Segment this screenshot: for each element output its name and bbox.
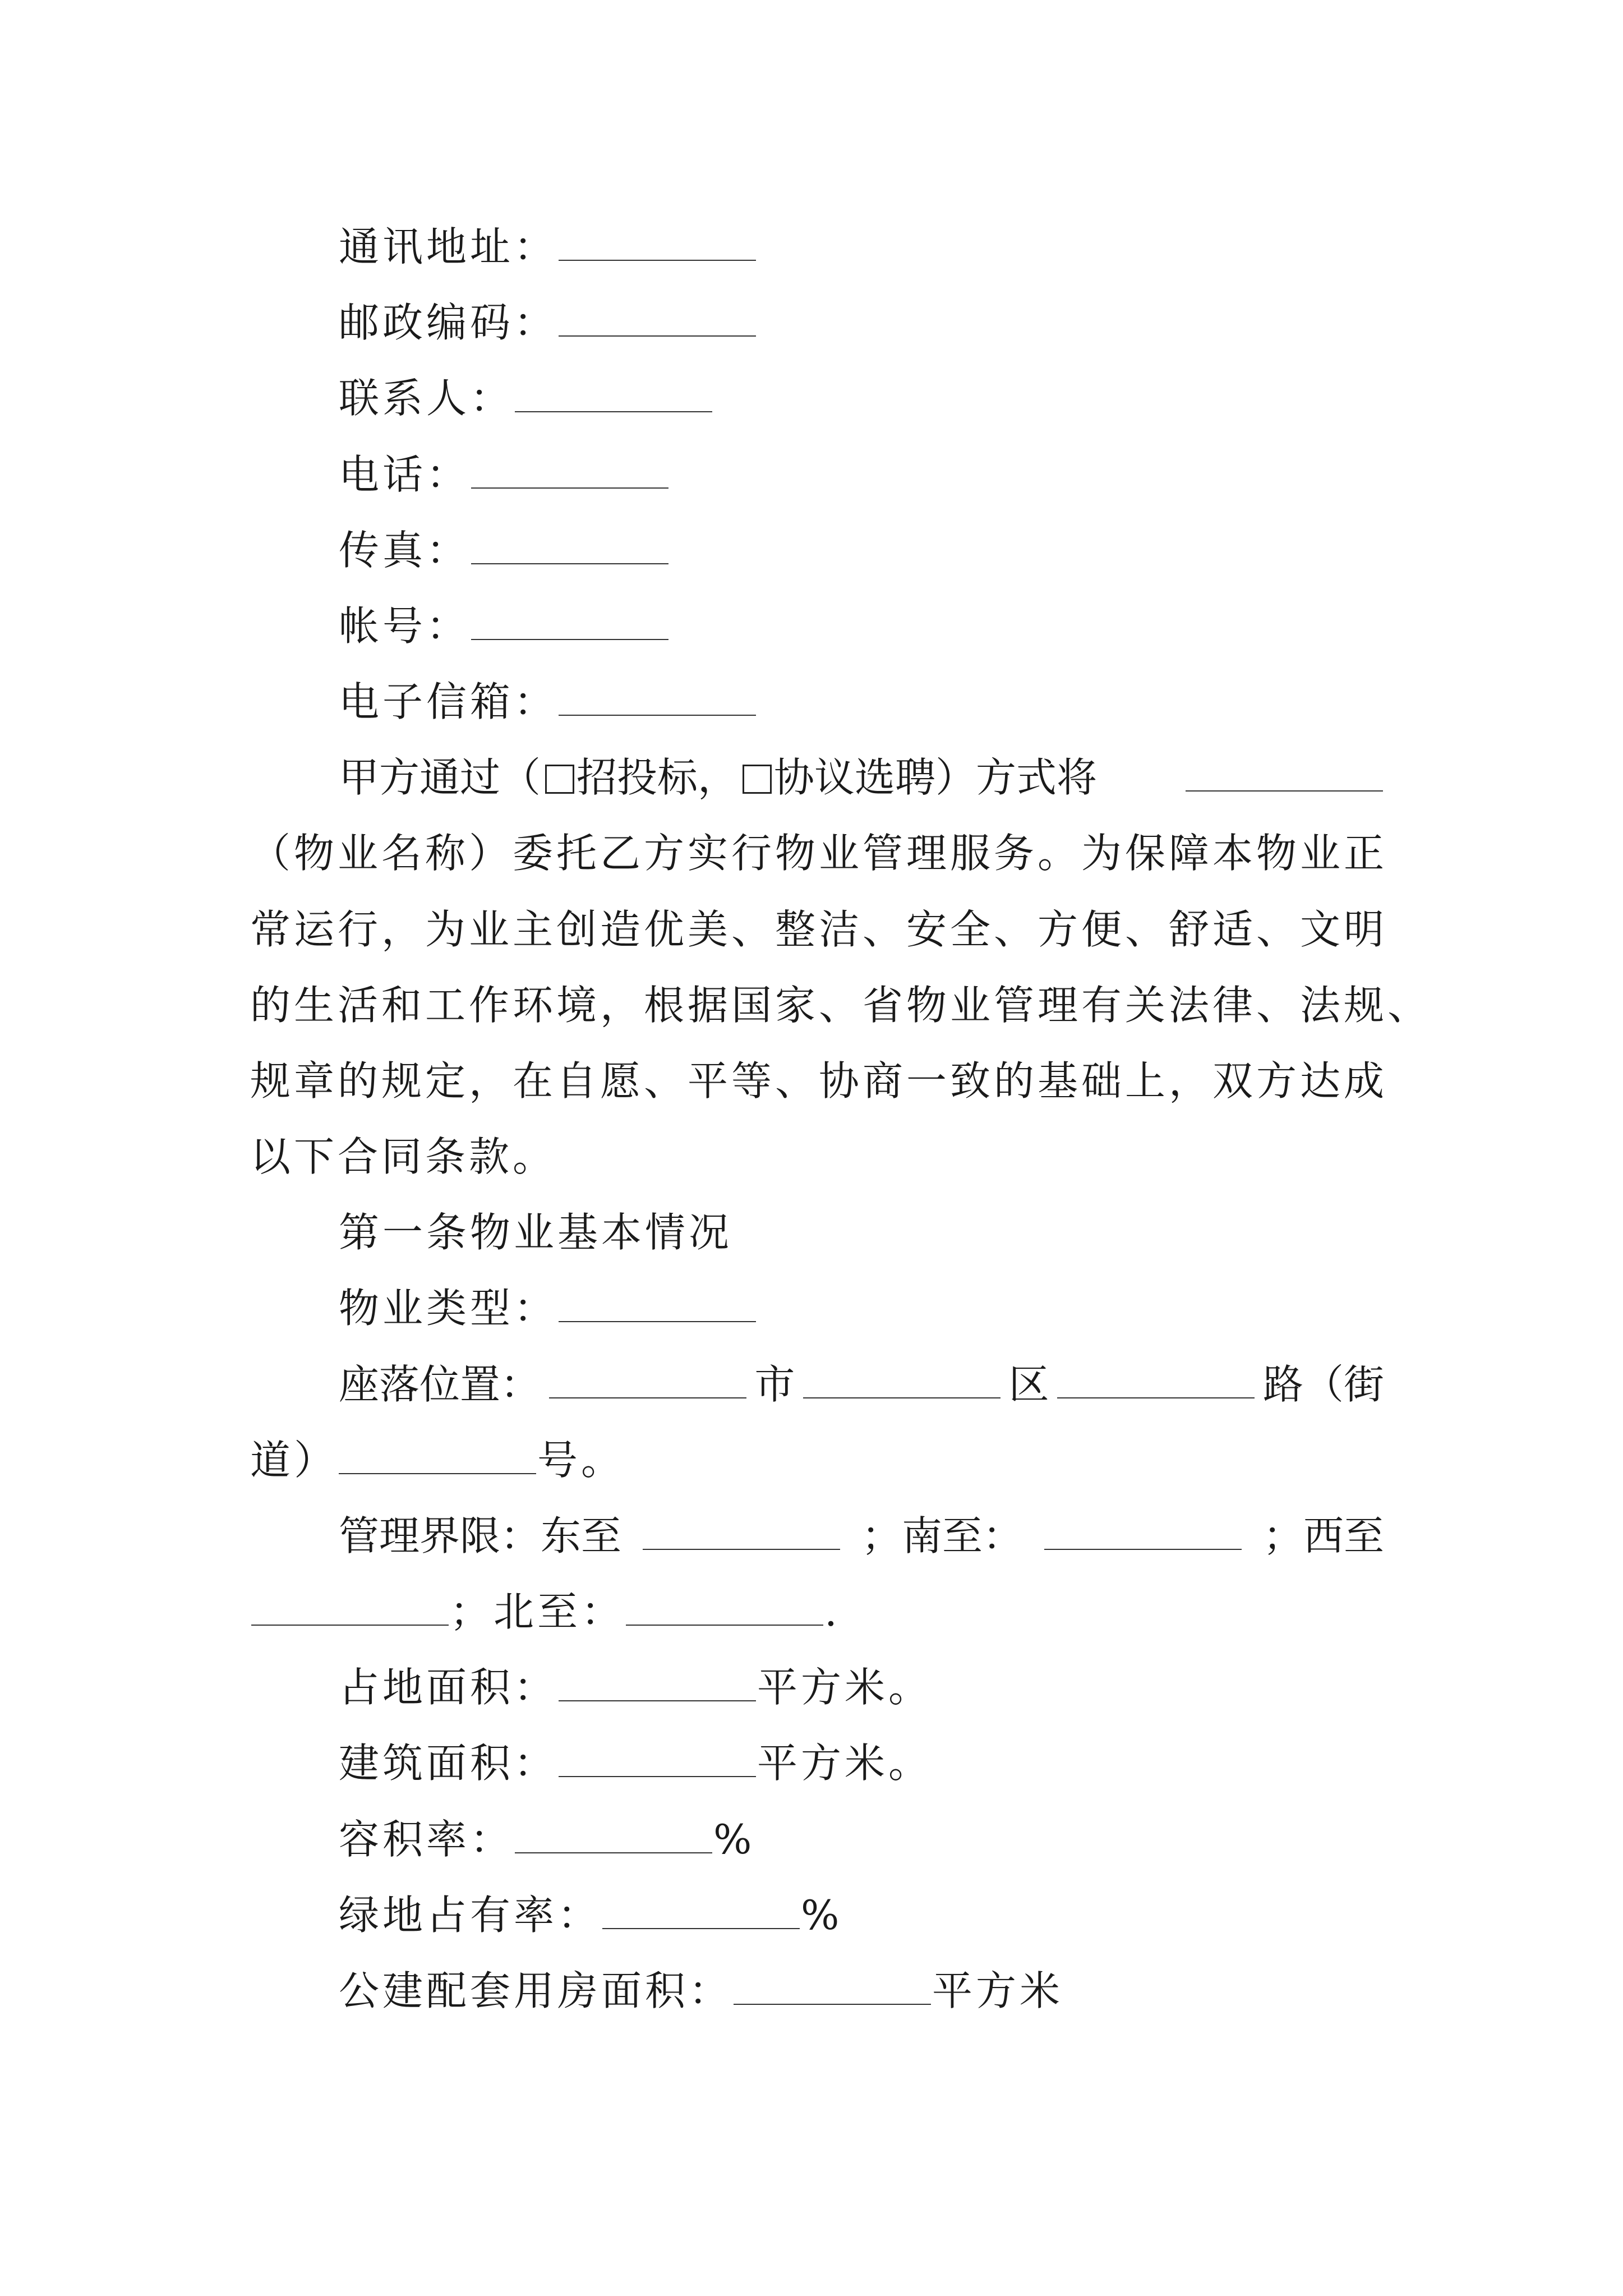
boundary-line: 管理界限：东至 ；南至： ；西至 xyxy=(339,1512,1384,1559)
field-public-area: 公建配套用房面积： 平方米 xyxy=(339,1967,1064,2014)
intro-line-4: 的生活和工作环境，根据国家、省物业管理有关法律、法规、 xyxy=(250,982,1432,1029)
article-1-title: 第一条物业基本情况 xyxy=(339,1209,733,1256)
address-blank[interactable] xyxy=(559,226,756,261)
intro-line-1: 甲方通过（ 招投标， 协议选聘）方式将 xyxy=(339,739,1384,816)
field-land-area: 占地面积： 平方米。 xyxy=(339,1664,933,1711)
field-address: 通讯地址： xyxy=(0,209,1623,286)
contact-blank[interactable] xyxy=(515,378,712,412)
field-contact: 联系人： xyxy=(0,360,1623,437)
south-blank[interactable] xyxy=(1044,1515,1242,1550)
boundary-line-2: ；北至： . xyxy=(0,1573,1623,1650)
field-email: 电子信箱： xyxy=(0,664,1623,740)
phone-blank[interactable] xyxy=(471,454,668,489)
email-blank[interactable] xyxy=(559,681,756,716)
north-blank[interactable] xyxy=(626,1591,823,1626)
house-number-blank[interactable] xyxy=(339,1439,536,1474)
intro-line-2: （物业名称）委托乙方实行物业管理服务。为保障本物业正 xyxy=(250,830,1388,877)
east-blank[interactable] xyxy=(643,1515,840,1550)
green-ratio-blank[interactable] xyxy=(602,1894,800,1929)
account-blank[interactable] xyxy=(471,605,668,640)
land-area-blank[interactable] xyxy=(559,1667,756,1701)
negotiate-checkbox[interactable] xyxy=(743,765,772,794)
field-account: 帐号： xyxy=(0,588,1623,665)
field-fax: 传真： xyxy=(0,512,1623,589)
intro-line-3: 常运行，为业主创造优美、整洁、安全、方便、舒适、文明 xyxy=(250,906,1388,953)
field-green-ratio: 绿地占有率： % xyxy=(339,1892,843,1939)
property-name-blank[interactable] xyxy=(1186,757,1383,792)
intro-line-6: 以下合同条款。 xyxy=(250,1133,557,1180)
field-property-type: 物业类型： xyxy=(0,1270,1623,1347)
field-plot-ratio: 容积率： % xyxy=(339,1816,755,1863)
property-type-blank[interactable] xyxy=(559,1287,756,1322)
field-building-area: 建筑面积： 平方米。 xyxy=(339,1740,933,1787)
building-area-blank[interactable] xyxy=(559,1742,756,1777)
district-blank[interactable] xyxy=(803,1364,1000,1398)
location-line-2: 道） 号。 xyxy=(250,1437,625,1484)
location-line: 座落位置： 市 区 路（街 xyxy=(339,1361,1384,1408)
tender-checkbox[interactable] xyxy=(545,765,574,794)
intro-line-5: 规章的规定，在自愿、平等、协商一致的基础上，双方达成 xyxy=(250,1057,1388,1105)
plot-ratio-blank[interactable] xyxy=(515,1819,712,1853)
west-blank[interactable] xyxy=(251,1591,449,1626)
public-area-blank[interactable] xyxy=(734,1970,931,2005)
fax-blank[interactable] xyxy=(471,530,668,564)
field-phone: 电话： xyxy=(0,436,1623,513)
postcode-blank[interactable] xyxy=(559,302,756,337)
road-blank[interactable] xyxy=(1057,1364,1255,1398)
city-blank[interactable] xyxy=(549,1364,746,1398)
field-postcode: 邮政编码： xyxy=(0,284,1623,361)
